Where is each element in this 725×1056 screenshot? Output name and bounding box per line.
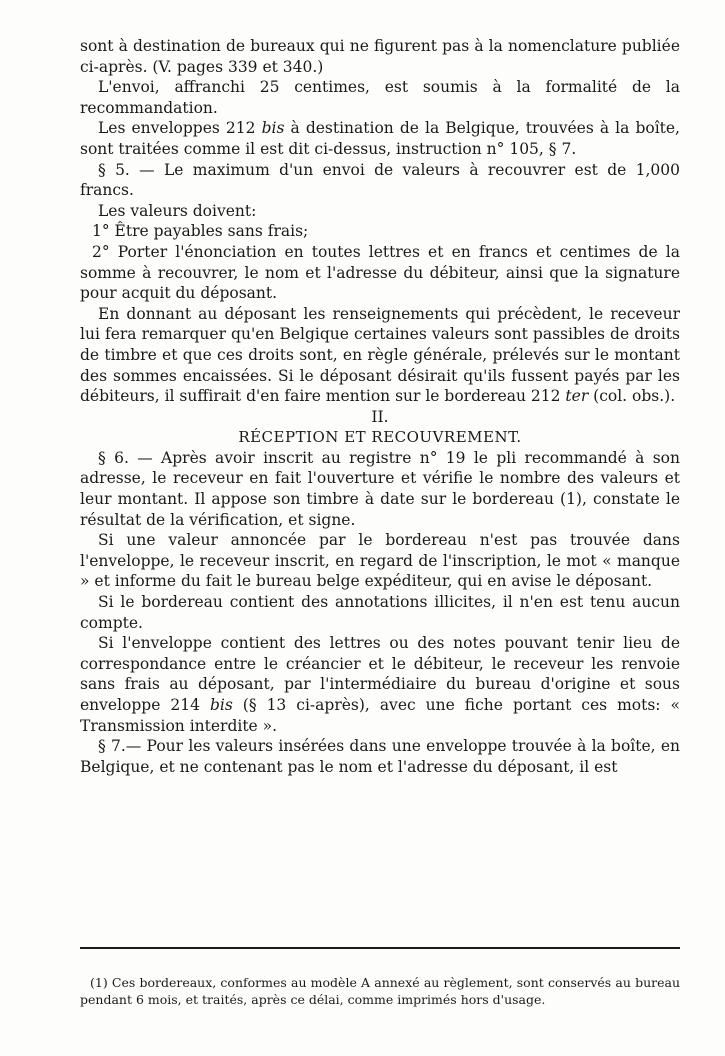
paragraph-enveloppes-belgique xyxy=(80,118,680,159)
section-number: II. xyxy=(371,407,389,426)
paragraph-valeur-manque: Si une valeur annoncée par le bordereau n'est pas trouvée dans l'enveloppe, le receveur inscrit, en regard de l'inscription, le mot « manque » et informe du fait le bureau belge expéditeur, qui en avise le déposant. xyxy=(80,531,680,591)
footnote-text: (1) Ces bordereaux, conformes au modèle A annexé au règlement, sont conservés au bureau pendant 6 mois, et traités, après ce délai, comme imprimés hors d'usage. xyxy=(80,975,680,1007)
text-segment: En donnant au déposant les renseignements qui précèdent, le receveur lui fera remarquer qu'en Belgique certaines valeurs sont passibles de droits de timbre et que ces droits sont, en règle générale, prélevés sur le montant des sommes encaissées. Si le déposant désirait qu'ils fussent payés par les débiteurs, il suffirait d'en faire mention sur le bordereau 212 xyxy=(80,304,680,406)
text-segment: (§ 13 ci-après), avec une fiche portant ces mots: « Transmission interdite ». xyxy=(80,696,680,735)
paragraph-section-7: § 7.— Pour les valeurs insérées dans une enveloppe trouvée à la boîte, en Belgique, et ne contenant pas le nom et l'adresse du déposant, il est xyxy=(80,737,680,776)
list-item-1: 1° Être payables sans frais; xyxy=(92,222,309,241)
section-title: RÉCEPTION ET RECOUVREMENT. xyxy=(238,428,522,447)
text-segment: Les enveloppes 212 xyxy=(98,119,262,138)
text-segment: à destination de la Belgique, trouvées à la boîte, sont traitées comme il est dit ci-dessus, instruction n° 105, § 7. xyxy=(80,119,680,158)
italic-term: ter xyxy=(565,387,589,406)
text-segment: Si l'enveloppe contient des lettres ou des notes pouvant tenir lieu de correspondance entre le créancier et le débiteur, le receveur les renvoie sans frais au déposant, par l'intermédiaire du bureau d'origine et sous enveloppe 214 xyxy=(80,634,680,714)
paragraph-continuation: sont à destination de bureaux qui ne figurent pas à la nomenclature publiée ci-après. (V. pages 339 et 340.) xyxy=(80,37,680,76)
paragraph-valeurs-doivent: Les valeurs doivent: xyxy=(98,201,257,220)
paragraph-recommandation: L'envoi, affranchi 25 centimes, est soumis à la formalité de la recommandation. xyxy=(80,78,680,117)
text-segment: (col. obs.). xyxy=(588,387,676,406)
paragraph-annotations-illicites: Si le bordereau contient des annotations illicites, il n'en est tenu aucun compte. xyxy=(80,593,680,632)
body-text xyxy=(80,36,680,777)
paragraph-correspondance xyxy=(80,633,680,736)
footnote xyxy=(80,974,680,1008)
paragraph-renseignements xyxy=(80,304,680,407)
footnote-divider xyxy=(80,947,680,949)
paragraph-section-5: § 5. — Le maximum d'un envoi de valeurs à recouvrer est de 1,000 francs. xyxy=(80,160,680,200)
list-item-2: 2° Porter l'énonciation en toutes lettres et en francs et centimes de la somme à recouvrer, le nom et l'adresse du débiteur, ainsi que la signature pour acquit du déposant. xyxy=(80,242,680,303)
italic-term: bis xyxy=(209,696,233,714)
italic-term: bis xyxy=(261,119,285,138)
paragraph-section-6: § 6. — Après avoir inscrit au registre n° 19 le pli recommandé à son adresse, le receveur en fait l'ouverture et vérifie le nombre des valeurs et leur montant. Il appose son timbre à date sur le bordereau (1), constate le résultat de la vérification, et signe. xyxy=(80,448,680,529)
